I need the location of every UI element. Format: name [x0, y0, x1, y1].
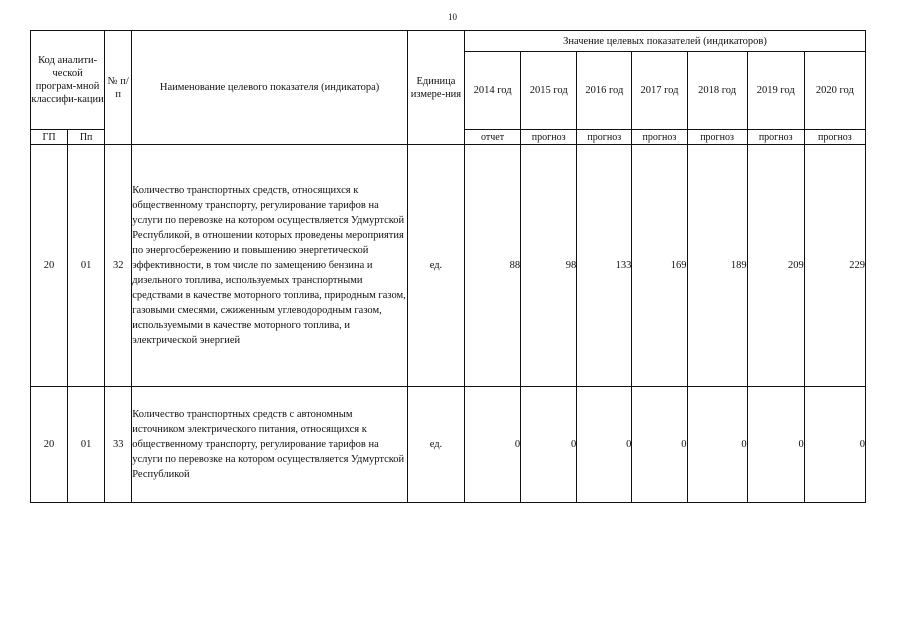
- header-status: прогноз: [687, 130, 747, 145]
- cell-unit: ед.: [407, 145, 464, 387]
- cell-gp: 20: [31, 387, 68, 503]
- header-pp: Пп: [68, 130, 105, 145]
- cell-indicator-name: Количество транспортных средств, относящихся к общественному транспорту, регулирование тарифов на услуги по перевозке на котором осуществляется Удмуртской Республикой, в отношении которых проведены мероприятия по энергосбережению и повышению энергетической эффективности, в том числе по замещению бензина и дизельного топлива, используемых транспортными средствами в качестве моторного топлива, природным газом, газовыми смесями, сжиженным углеводородным газом, используемыми в качестве моторного топлива, и электрической энергией: [132, 145, 408, 387]
- header-year: 2019 год: [747, 52, 804, 130]
- header-unit: Единица измере-ния: [407, 31, 464, 145]
- cell-value: 88: [465, 145, 521, 387]
- table-row: [31, 387, 866, 503]
- cell-num: 33: [105, 387, 132, 503]
- header-status: отчет: [465, 130, 521, 145]
- header-status: прогноз: [521, 130, 577, 145]
- cell-pp: 01: [68, 145, 105, 387]
- cell-value: 0: [747, 387, 804, 503]
- cell-value: 0: [632, 387, 687, 503]
- header-status: прогноз: [804, 130, 865, 145]
- cell-unit: ед.: [407, 387, 464, 503]
- cell-value: 133: [577, 145, 632, 387]
- cell-pp: 01: [68, 387, 105, 503]
- header-year: 2017 год: [632, 52, 687, 130]
- page-number: 10: [448, 12, 457, 22]
- cell-indicator-name: Количество транспортных средств с автономным источником электрического питания, относящихся к общественному транспорту, регулирование тарифов на услуги по перевозке на котором осуществляется Удмуртской Республикой: [132, 387, 408, 503]
- header-status: прогноз: [747, 130, 804, 145]
- cell-gp: 20: [31, 145, 68, 387]
- cell-num: 32: [105, 145, 132, 387]
- header-year: 2018 год: [687, 52, 747, 130]
- header-indicator-name: Наименование целевого показателя (индикатора): [132, 31, 408, 145]
- cell-value: 0: [804, 387, 865, 503]
- header-year: 2015 год: [521, 52, 577, 130]
- header-year: 2014 год: [465, 52, 521, 130]
- cell-value: 0: [687, 387, 747, 503]
- header-status: прогноз: [577, 130, 632, 145]
- cell-value: 98: [521, 145, 577, 387]
- indicators-table: [30, 30, 866, 503]
- header-num: № п/п: [105, 31, 132, 145]
- cell-value: 209: [747, 145, 804, 387]
- cell-value: 169: [632, 145, 687, 387]
- header-values-group: Значение целевых показателей (индикаторов): [465, 31, 866, 52]
- table-row: [31, 145, 866, 387]
- cell-value: 0: [521, 387, 577, 503]
- header-code-group: Код аналити-ческой програм-мной классифи-кации: [31, 31, 105, 130]
- cell-value: 229: [804, 145, 865, 387]
- header-year: 2016 год: [577, 52, 632, 130]
- header-status: прогноз: [632, 130, 687, 145]
- cell-value: 0: [577, 387, 632, 503]
- cell-value: 189: [687, 145, 747, 387]
- header-gp: ГП: [31, 130, 68, 145]
- cell-value: 0: [465, 387, 521, 503]
- header-year: 2020 год: [804, 52, 865, 130]
